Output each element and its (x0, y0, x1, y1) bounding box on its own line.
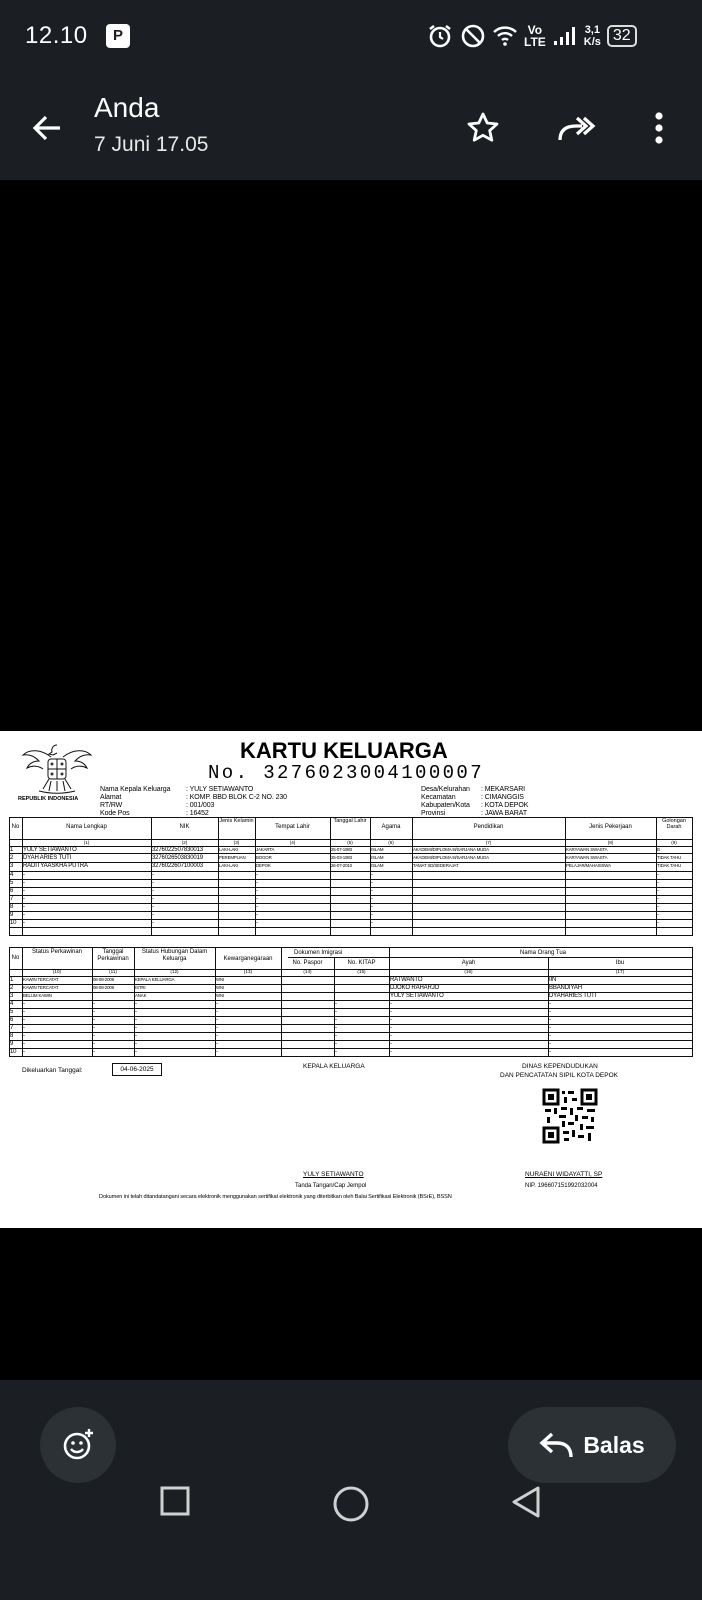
nav-back-button[interactable] (510, 1485, 542, 1524)
table-cell: 2 (10, 985, 14, 991)
table-cell: - (256, 888, 258, 894)
column-header: Golongan Darah (662, 818, 686, 831)
table-cell: 1 (10, 847, 14, 853)
table-cell: - (152, 872, 154, 878)
table-cell: - (549, 1041, 551, 1047)
table-cell: - (93, 1041, 95, 1047)
table-cell: IIN (549, 977, 557, 983)
garuda-emblem-icon (21, 739, 93, 797)
info-value: : CIMANGGIS (481, 794, 524, 801)
officer-nip: NIP. 196607151992032004 (525, 1183, 598, 1189)
table-cell: - (93, 1049, 95, 1055)
sender-name: Anda (94, 92, 160, 123)
table-cell: B (657, 847, 660, 852)
table-cell: TAMAT SD/SEDERAJAT (413, 863, 459, 868)
table-cell: 4 (10, 872, 14, 878)
column-header: Nama Lengkap (66, 824, 107, 830)
table-cell: - (135, 1025, 137, 1031)
wifi-icon (492, 25, 518, 47)
parents-group-header: Nama Orang Tua (520, 950, 567, 956)
table-cell: - (657, 888, 659, 894)
table-cell: DYAHARIES TUTI (549, 993, 597, 999)
star-icon (465, 110, 501, 146)
home-circle-icon (332, 1485, 370, 1523)
table-cell: KAWIN TERCATAT (23, 985, 59, 990)
table-cell: 25-03-1983 (331, 855, 352, 860)
column-header: NIK (179, 824, 190, 830)
table-cell: - (549, 1025, 551, 1031)
table-cell: - (135, 1049, 137, 1055)
table-cell: - (23, 904, 25, 910)
table-cell: TIDAK TAHU (657, 863, 682, 868)
table-cell: - (152, 904, 154, 910)
home-button[interactable] (332, 1485, 370, 1528)
emoji-add-icon (60, 1427, 96, 1463)
info-value: : YULY SETIAWANTO (186, 786, 254, 793)
table-cell: - (335, 1009, 337, 1015)
status-icons (426, 18, 637, 54)
immigration-group-header: Dokumen Imigrasi (294, 950, 343, 956)
image-viewer[interactable] (0, 180, 702, 1380)
column-header: Status Hubungan Dalam Keluarga (141, 949, 208, 963)
table-cell: - (335, 1033, 337, 1039)
table-cell: - (549, 1017, 551, 1023)
table-cell: - (216, 1025, 218, 1031)
table-cell: 3276026503830019 (152, 855, 203, 861)
table-cell: 5 (10, 880, 14, 886)
qr-code-icon (542, 1088, 598, 1144)
table-cell: - (23, 888, 25, 894)
table-cell: KAWIN TERCATAT (23, 977, 59, 982)
info-value: : 16452 (186, 810, 209, 817)
table-cell: - (549, 1009, 551, 1015)
column-header: No (11, 955, 20, 961)
table-cell: WNI (216, 977, 225, 982)
status-bar (0, 0, 702, 72)
reply-button[interactable] (508, 1407, 676, 1483)
recents-button[interactable] (159, 1485, 191, 1522)
office-line-1: DINAS KEPENDUDUKAN (522, 1063, 598, 1070)
table-cell: 08-08-2009 (93, 985, 114, 990)
table-cell: - (256, 896, 258, 902)
family-card-image (0, 731, 702, 1228)
column-number: (9) (671, 840, 677, 845)
network-speed (584, 24, 601, 48)
table-cell: - (390, 1033, 392, 1039)
table-cell: - (549, 1033, 551, 1039)
table-cell: KARYAWAN SWASTA (566, 855, 608, 860)
table-cell: - (93, 1009, 95, 1015)
table-cell: 2 (10, 855, 14, 861)
table-cell: - (371, 896, 373, 902)
table-cell: - (23, 920, 25, 926)
info-value: : MEKARSARI (481, 786, 526, 793)
column-header: Tanggal Perkawinan (97, 949, 129, 963)
network-lte: LTE (524, 35, 546, 49)
table-cell: WNI (216, 985, 225, 990)
table-cell: - (135, 1033, 137, 1039)
table-cell: - (23, 896, 25, 902)
table-cell: - (256, 904, 258, 910)
table-cell: - (657, 872, 659, 878)
table-cell: KEPALA KELUARGA (135, 977, 175, 982)
table-cell: - (152, 912, 154, 918)
table-cell: - (256, 920, 258, 926)
head-title: KEPALA KELUARGA (303, 1063, 365, 1070)
table-cell: WNI (216, 993, 225, 998)
table-cell: - (390, 1025, 392, 1031)
table-cell: 8 (10, 1033, 14, 1039)
table-cell: - (23, 1017, 25, 1023)
table-cell: ISTRI (135, 985, 146, 990)
table-cell: - (216, 1033, 218, 1039)
table-cell: YULY SETIAWANTO (23, 847, 77, 853)
info-value: : JAWA BARAT (481, 810, 527, 817)
table-cell: - (390, 1001, 392, 1007)
notification-app-icon: P (106, 24, 130, 48)
table-cell: - (23, 872, 25, 878)
table-cell: 7 (10, 896, 14, 902)
table-cell: LAKI-LAKI (219, 847, 239, 852)
reply-label: Balas (583, 1431, 645, 1458)
table-cell: - (657, 904, 659, 910)
column-number: (3) (233, 840, 240, 845)
table-cell: 25-07-1983 (331, 847, 352, 852)
table-cell: PEREMPUAN (219, 855, 246, 860)
table-cell: 10 (10, 1049, 17, 1055)
column-header: Status Perkawinan (31, 949, 83, 955)
table-cell: - (93, 1017, 95, 1023)
document-title: KARTU KELUARGA (240, 738, 448, 763)
table-cell: - (335, 1041, 337, 1047)
network-type-label (524, 24, 546, 48)
battery-indicator: 32 (607, 25, 637, 47)
table-cell: - (152, 920, 154, 926)
back-button[interactable] (25, 106, 69, 150)
table-cell: DJOKO RAHARJO (390, 985, 440, 991)
table-cell: ANAK (135, 993, 147, 998)
column-header: Ibu (615, 960, 625, 966)
info-label: Kode Pos (100, 810, 130, 817)
head-caption: Tanda Tangan/Cap Jempol (295, 1183, 367, 1189)
info-value: : KOMP. BBD BLOK C-2 NO. 230 (186, 794, 287, 801)
table-cell: AKADEMI/DIPLOMA III/SARJANA MUDA (413, 855, 489, 860)
table-cell: 4 (10, 1001, 14, 1007)
column-header: No (11, 824, 20, 830)
network-volte: Vo (527, 23, 543, 37)
table-cell: LAKI-LAKI (219, 863, 239, 868)
table-cell: - (256, 880, 258, 886)
table-cell: YULY SETIAWANTO (390, 993, 444, 999)
table-cell: - (371, 880, 373, 886)
table-cell: JAKARTA (256, 847, 275, 852)
table-cell: RATWANTO (390, 977, 423, 983)
status-time: 12.10 (25, 22, 88, 49)
table-cell: - (657, 896, 659, 902)
table-cell: - (216, 1017, 218, 1023)
table-cell: - (93, 1001, 95, 1007)
table-cell: - (93, 1033, 95, 1039)
table-cell: - (216, 1001, 218, 1007)
forward-button[interactable] (554, 106, 598, 150)
table-cell: - (152, 880, 154, 886)
column-number: (4) (289, 840, 296, 845)
table-cell: 7 (10, 1025, 14, 1031)
table-cell: 26-07-2010 (331, 863, 352, 868)
table-cell: - (23, 1025, 25, 1031)
table-cell: TIDAK TAHU (657, 855, 682, 860)
column-number: (1) (83, 840, 90, 845)
table-cell: - (335, 1049, 337, 1055)
table-cell: - (335, 1001, 337, 1007)
table-cell: - (23, 912, 25, 918)
info-label: Desa/Kelurahan (421, 786, 470, 793)
table-cell: - (371, 912, 373, 918)
table-cell: - (23, 1041, 25, 1047)
table-cell: ISLAM (371, 863, 384, 868)
table-cell: 3276022607100003 (152, 863, 203, 869)
emblem-caption: REPUBLIK INDONESIA (18, 796, 79, 802)
column-header: No. Paspor (292, 960, 323, 966)
table-cell: BOGOR (256, 855, 272, 860)
column-number: (6) (388, 840, 394, 845)
table-cell: - (152, 888, 154, 894)
column-number: (12) (170, 969, 179, 974)
table-cell: 9 (10, 912, 14, 918)
table-cell: - (549, 1049, 551, 1055)
app-bar (0, 72, 702, 180)
column-number: (14) (303, 969, 312, 974)
reply-bar (0, 1380, 702, 1600)
column-header: Kewarganegaraan (223, 956, 273, 962)
table-cell: 3 (10, 993, 14, 999)
table-cell: - (390, 1017, 392, 1023)
column-number: (11) (109, 969, 117, 974)
more-options-button[interactable] (637, 106, 681, 150)
signal-icon (552, 25, 578, 47)
table-cell: 5 (10, 1009, 14, 1015)
table-cell: ISLAM (371, 855, 384, 860)
table-cell: - (93, 1025, 95, 1031)
table-cell: - (23, 1009, 25, 1015)
table-cell: - (135, 1041, 137, 1047)
column-number: (16) (464, 969, 473, 974)
info-label: Nama Kepala Keluarga (100, 786, 171, 793)
table-cell: - (23, 1049, 25, 1055)
table-cell: 08-08-2009 (93, 977, 114, 982)
alarm-icon (426, 22, 454, 50)
column-header: Tanggal Lahir (333, 818, 367, 824)
info-label: Kecamatan (421, 794, 456, 801)
column-number: (8) (607, 840, 614, 845)
table-cell: BBANDIYAH (549, 985, 582, 991)
issued-date: 04-06-2025 (112, 1063, 162, 1076)
column-header: Pendidikan (473, 824, 504, 830)
table-cell: - (371, 904, 373, 910)
table-cell: - (135, 1009, 137, 1015)
table-cell: - (135, 1001, 137, 1007)
table-cell: - (256, 872, 258, 878)
column-number: (15) (357, 969, 366, 974)
table-cell: - (371, 872, 373, 878)
footnote: Dokumen ini telah ditandatangani secara elektronik menggunakan sertifikat elektronik yang diterbitkan oleh Balai Sertifikasi Elektronik (BSrE), BSSN (99, 1194, 452, 1200)
do-not-disturb-icon (460, 23, 486, 49)
info-value: : 001/003 (186, 802, 215, 809)
column-number: (13) (243, 969, 253, 974)
table-cell: - (390, 1041, 392, 1047)
table-cell: - (390, 1049, 392, 1055)
info-value: : KOTA DEPOK (481, 802, 529, 809)
table-cell: - (371, 920, 373, 926)
table-cell: - (549, 1001, 551, 1007)
table-cell: - (216, 1041, 218, 1047)
table-cell: 9 (10, 1041, 14, 1047)
table-cell: AKADEMI/DIPLOMA III/SARJANA MUDA (413, 847, 489, 852)
table-cell: ISLAM (371, 847, 384, 852)
table-cell: RADITYAASKHA PUTRA (23, 863, 88, 869)
table-cell: 3 (10, 863, 14, 869)
column-header: Ayah (461, 960, 476, 966)
table-cell: 8 (10, 904, 14, 910)
table-cell: DEPOK (256, 863, 271, 868)
table-cell: 3276022507830013 (152, 847, 203, 853)
table-cell: 10 (10, 920, 17, 926)
table-cell: - (657, 880, 659, 886)
star-button[interactable] (461, 106, 505, 150)
column-header: Tempat Lahir (275, 824, 310, 830)
table-cell: - (256, 912, 258, 918)
table-cell: 1 (10, 977, 14, 983)
back-triangle-icon (510, 1485, 542, 1519)
speed-value: 3,1 (584, 24, 600, 36)
head-name: YULY SETIAWANTO (303, 1171, 364, 1178)
recents-square-icon (159, 1485, 191, 1517)
column-number: (17) (615, 969, 625, 974)
column-number: (2) (181, 840, 188, 845)
table-cell: - (23, 1033, 25, 1039)
table-cell: - (657, 912, 659, 918)
column-header: Jenis Pekerjaan (589, 824, 632, 830)
table-cell: DYAH ARIES TUTI (23, 855, 72, 861)
table-cell: - (216, 1049, 218, 1055)
office-line-2: DAN PENCATATAN SIPIL KOTA DEPOK (500, 1072, 618, 1079)
reply-icon (539, 1431, 573, 1459)
column-number: (5) (347, 840, 353, 845)
table-cell: PELAJAR/MAHASISWA (566, 863, 611, 868)
table-cell: BELUM KAWIN (23, 993, 52, 998)
back-arrow-icon (30, 111, 64, 145)
emoji-button[interactable] (40, 1407, 116, 1483)
speed-unit: K/s (583, 36, 601, 48)
info-label: Kabupaten/Kota (421, 802, 470, 809)
table-cell: - (135, 1017, 137, 1023)
message-timestamp: 7 Juni 17.05 (94, 133, 209, 156)
table-cell: KARYAWAN SWASTA (566, 847, 608, 852)
issued-label: Dikeluarkan Tanggal: (22, 1067, 83, 1074)
table-cell: 6 (10, 888, 14, 894)
column-header: Jenis Kelamin (219, 818, 254, 824)
table-cell: - (23, 880, 25, 886)
info-label: Provinsi (421, 810, 446, 817)
info-label: RT/RW (100, 802, 123, 809)
table-cell: - (23, 1001, 25, 1007)
document-number: No. 3276023004100007 (208, 762, 485, 784)
table-cell: - (152, 896, 154, 902)
table-cell: 6 (10, 1017, 14, 1023)
more-vert-icon (653, 111, 665, 145)
column-header: No. KITAP (347, 960, 376, 966)
table-cell: - (371, 888, 373, 894)
table-cell: - (390, 1009, 392, 1015)
column-number: (7) (485, 840, 492, 845)
forward-icon (556, 113, 596, 143)
table-cell: - (335, 1017, 337, 1023)
officer-name: NURAENI WIDAYATTI, SP (525, 1171, 603, 1178)
column-number: (10) (52, 969, 62, 974)
table-cell: - (216, 1009, 218, 1015)
table-cell: - (335, 1025, 337, 1031)
info-label: Alamat (100, 794, 122, 801)
column-header: Agama (381, 824, 401, 830)
table-cell: - (657, 920, 659, 926)
